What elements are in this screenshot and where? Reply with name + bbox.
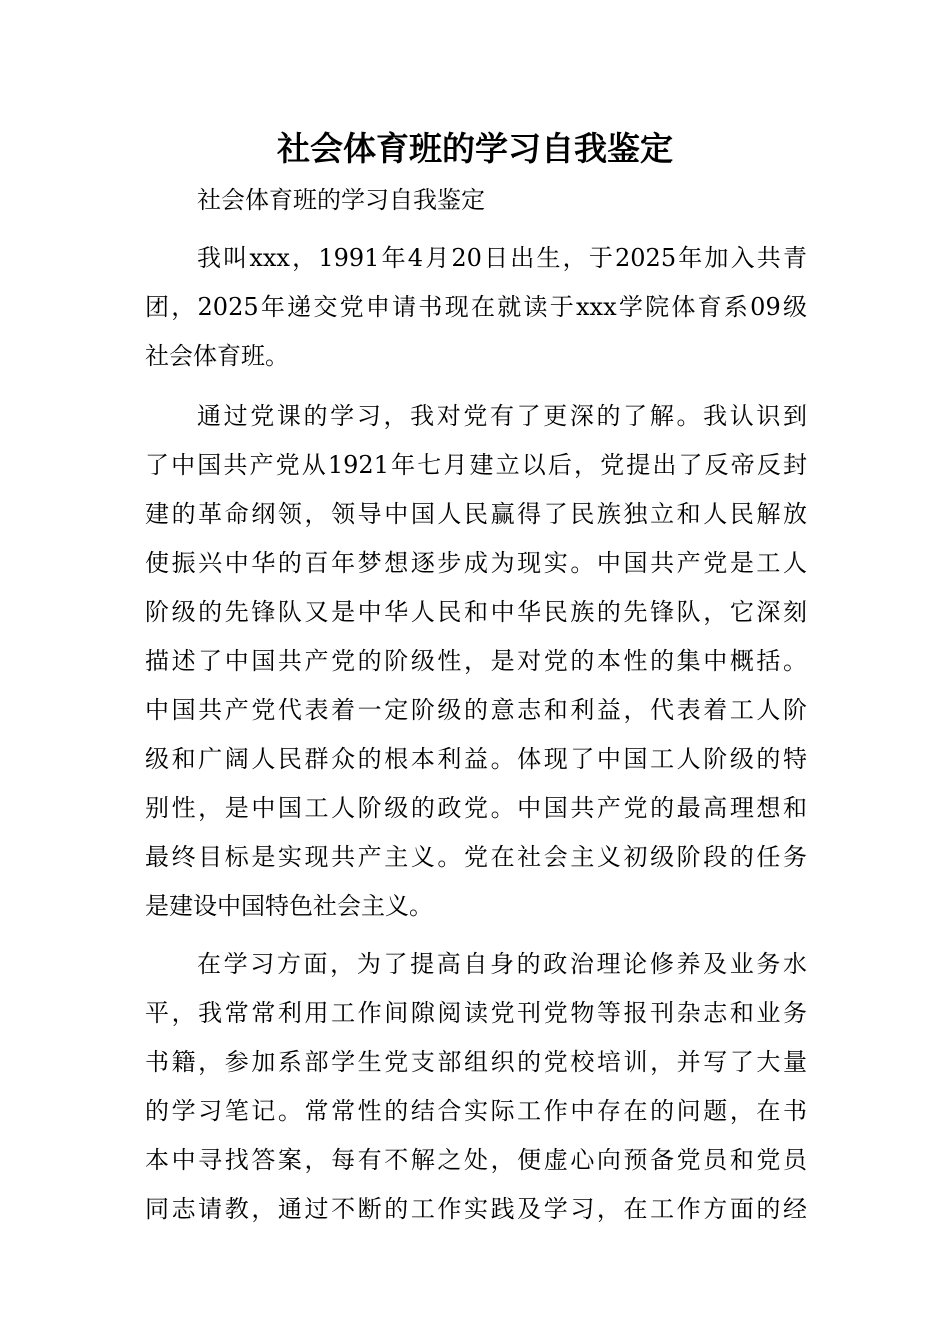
paragraph-line: 描述了中国共产党的阶级性，是对党的本性的集中概括。 <box>145 647 807 675</box>
paragraph-line: 中国共产党代表着一定阶级的意志和利益，代表着工人阶 <box>145 696 807 724</box>
paragraph-party-learning <box>145 392 807 931</box>
paragraph-line: 的学习笔记。常常性的结合实际工作中存在的问题，在书 <box>145 1097 807 1125</box>
paragraph-line: 最终目标是实现共产主义。党在社会主义初级阶段的任务 <box>145 843 807 871</box>
paragraph-line: 社会体育班的学习自我鉴定 <box>197 186 485 214</box>
document-body <box>145 176 807 1234</box>
paragraph-line: 社会体育班。 <box>145 342 289 370</box>
paragraph-line: 团，2025年递交党申请书现在就读于xxx学院体育系09级 <box>145 293 807 321</box>
paragraph-line: 本中寻找答案，每有不解之处，便虚心向预备党员和党员 <box>145 1146 807 1174</box>
paragraph-line: 通过党课的学习，我对党有了更深的了解。我认识到 <box>197 402 807 430</box>
paragraph-line: 阶级的先锋队又是中华人民和中华民族的先锋队，它深刻 <box>145 598 807 626</box>
paragraph-line: 是建设中国特色社会主义。 <box>145 892 433 920</box>
paragraph-line: 使振兴中华的百年梦想逐步成为现实。中国共产党是工人 <box>145 549 807 577</box>
paragraph-intro <box>145 234 807 381</box>
paragraph-line: 同志请教，通过不断的工作实践及学习，在工作方面的经 <box>145 1195 807 1223</box>
paragraph-line: 在学习方面，为了提高自身的政治理论修养及业务水 <box>197 950 807 978</box>
paragraph-line: 别性，是中国工人阶级的政党。中国共产党的最高理想和 <box>145 794 807 822</box>
paragraph-line: 级和广阔人民群众的根本利益。体现了中国工人阶级的特 <box>145 745 807 773</box>
paragraph-line: 我叫xxx，1991年4月20日出生，于2025年加入共青 <box>197 244 807 272</box>
paragraph-subtitle <box>145 176 807 225</box>
document-title: 社会体育班的学习自我鉴定 <box>277 129 673 168</box>
paragraph-line: 平，我常常利用工作间隙阅读党刊党物等报刊杂志和业务 <box>145 999 807 1027</box>
paragraph-study-practice <box>145 940 807 1234</box>
paragraph-line: 建的革命纲领，领导中国人民赢得了民族独立和人民解放 <box>145 500 807 528</box>
paragraph-line: 书籍，参加系部学生党支部组织的党校培训，并写了大量 <box>145 1048 807 1076</box>
paragraph-line: 了中国共产党从1921年七月建立以后，党提出了反帝反封 <box>145 451 807 479</box>
